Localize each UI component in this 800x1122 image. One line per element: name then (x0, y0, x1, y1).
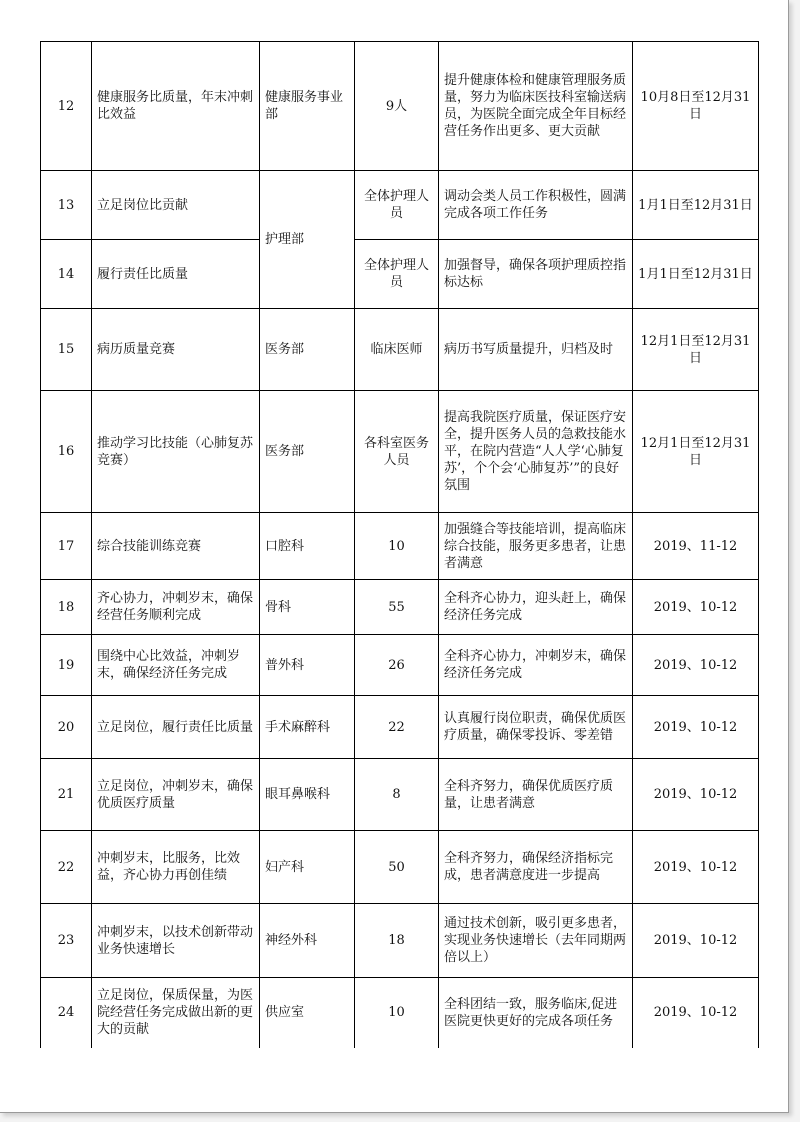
table-row (41, 513, 759, 580)
goal: 通过技术创新，吸引更多患者，实现业务快速增长（去年同期两倍以上） (439, 904, 633, 978)
participants: 临床医师 (355, 309, 439, 391)
participants: 26 (355, 635, 439, 696)
time-period: 12月1日至12月31日 (633, 391, 759, 513)
table-row (41, 759, 759, 831)
goal: 全科团结一致，服务临床,促进医院更快更好的完成各项任务 (439, 978, 633, 1048)
participants: 18 (355, 904, 439, 978)
project-name: 冲刺岁末，比服务，比效益，齐心协力再创佳绩 (92, 831, 260, 904)
department: 普外科 (260, 635, 355, 696)
project-name: 齐心协力，冲刺岁末，确保经营任务顺利完成 (92, 580, 260, 635)
row-number: 17 (41, 513, 92, 580)
row-number: 18 (41, 580, 92, 635)
time-period: 2019、10-12 (633, 904, 759, 978)
time-period: 2019、10-12 (633, 635, 759, 696)
participants: 10 (355, 978, 439, 1048)
department: 骨科 (260, 580, 355, 635)
table-row (41, 696, 759, 759)
department: 医务部 (260, 309, 355, 391)
participants: 9人 (355, 42, 439, 171)
table-row (41, 391, 759, 513)
row-number: 21 (41, 759, 92, 831)
goal: 全科齐努力，确保经济指标完成，患者满意度进一步提高 (439, 831, 633, 904)
participants: 各科室医务人员 (355, 391, 439, 513)
goal: 认真履行岗位职责，确保优质医疗质量，确保零投诉、零差错 (439, 696, 633, 759)
participants: 22 (355, 696, 439, 759)
row-number: 15 (41, 309, 92, 391)
department: 眼耳鼻喉科 (260, 759, 355, 831)
table-row (41, 309, 759, 391)
goal: 全科齐心协力，迎头赶上，确保经济任务完成 (439, 580, 633, 635)
time-period: 10月8日至12月31日 (633, 42, 759, 171)
row-number: 16 (41, 391, 92, 513)
department: 妇产科 (260, 831, 355, 904)
goal: 全科齐心协力，冲刺岁末，确保经济任务完成 (439, 635, 633, 696)
time-period: 2019、10-12 (633, 696, 759, 759)
row-number: 14 (41, 240, 92, 309)
time-period: 2019、11-12 (633, 513, 759, 580)
project-name: 履行责任比质量 (92, 240, 260, 309)
goal: 提升健康体检和健康管理服务质量，努力为临床医技科室输送病员，为医院全面完成全年目标经营任务作出更多、更大贡献 (439, 42, 633, 171)
department: 口腔科 (260, 513, 355, 580)
goal: 加强缝合等技能培训，提高临床综合技能，服务更多患者，让患者满意 (439, 513, 633, 580)
participants: 全体护理人员 (355, 171, 439, 240)
project-name: 健康服务比质量，年末冲刺比效益 (92, 42, 260, 171)
participants: 全体护理人员 (355, 240, 439, 309)
department: 手术麻醉科 (260, 696, 355, 759)
department: 健康服务事业部 (260, 42, 355, 171)
time-period: 1月1日至12月31日 (633, 171, 759, 240)
table-row (41, 635, 759, 696)
goal: 全科齐努力，确保优质医疗质量，让患者满意 (439, 759, 633, 831)
time-period: 1月1日至12月31日 (633, 240, 759, 309)
project-name: 立足岗位，履行责任比质量 (92, 696, 260, 759)
row-number: 22 (41, 831, 92, 904)
participants: 8 (355, 759, 439, 831)
time-period: 2019、10-12 (633, 759, 759, 831)
activity-table (40, 41, 759, 1048)
table-row (41, 580, 759, 635)
project-name: 立足岗位，冲刺岁末，确保优质医疗质量 (92, 759, 260, 831)
time-period: 2019、10-12 (633, 978, 759, 1048)
project-name: 推动学习比技能（心肺复苏竞赛） (92, 391, 260, 513)
table-row (41, 978, 759, 1048)
participants: 55 (355, 580, 439, 635)
goal: 病历书写质量提升，归档及时 (439, 309, 633, 391)
row-number: 23 (41, 904, 92, 978)
project-name: 综合技能训练竞赛 (92, 513, 260, 580)
time-period: 2019、10-12 (633, 580, 759, 635)
table-row (41, 42, 759, 171)
row-number: 12 (41, 42, 92, 171)
time-period: 2019、10-12 (633, 831, 759, 904)
project-name: 围绕中心比效益，冲刺岁末，确保经济任务完成 (92, 635, 260, 696)
goal: 提高我院医疗质量，保证医疗安全，提升医务人员的急救技能水平，在院内营造“人人学‘心肺复苏’，个个会‘心肺复苏’”的良好氛围 (439, 391, 633, 513)
project-name: 冲刺岁末，以技术创新带动业务快速增长 (92, 904, 260, 978)
department: 供应室 (260, 978, 355, 1048)
department: 医务部 (260, 391, 355, 513)
table-row (41, 831, 759, 904)
table-row (41, 240, 759, 309)
time-period: 12月1日至12月31日 (633, 309, 759, 391)
goal: 加强督导，确保各项护理质控指标达标 (439, 240, 633, 309)
row-number: 20 (41, 696, 92, 759)
table-row (41, 904, 759, 978)
row-number: 24 (41, 978, 92, 1048)
row-number: 13 (41, 171, 92, 240)
project-name: 立足岗位，保质保量，为医院经营任务完成做出新的更大的贡献 (92, 978, 260, 1048)
project-name: 病历质量竞赛 (92, 309, 260, 391)
participants: 10 (355, 513, 439, 580)
department: 神经外科 (260, 904, 355, 978)
table-row (41, 171, 759, 240)
participants: 50 (355, 831, 439, 904)
goal: 调动会类人员工作积极性，圆满完成各项工作任务 (439, 171, 633, 240)
project-name: 立足岗位比贡献 (92, 171, 260, 240)
department: 护理部 (260, 171, 355, 309)
row-number: 19 (41, 635, 92, 696)
